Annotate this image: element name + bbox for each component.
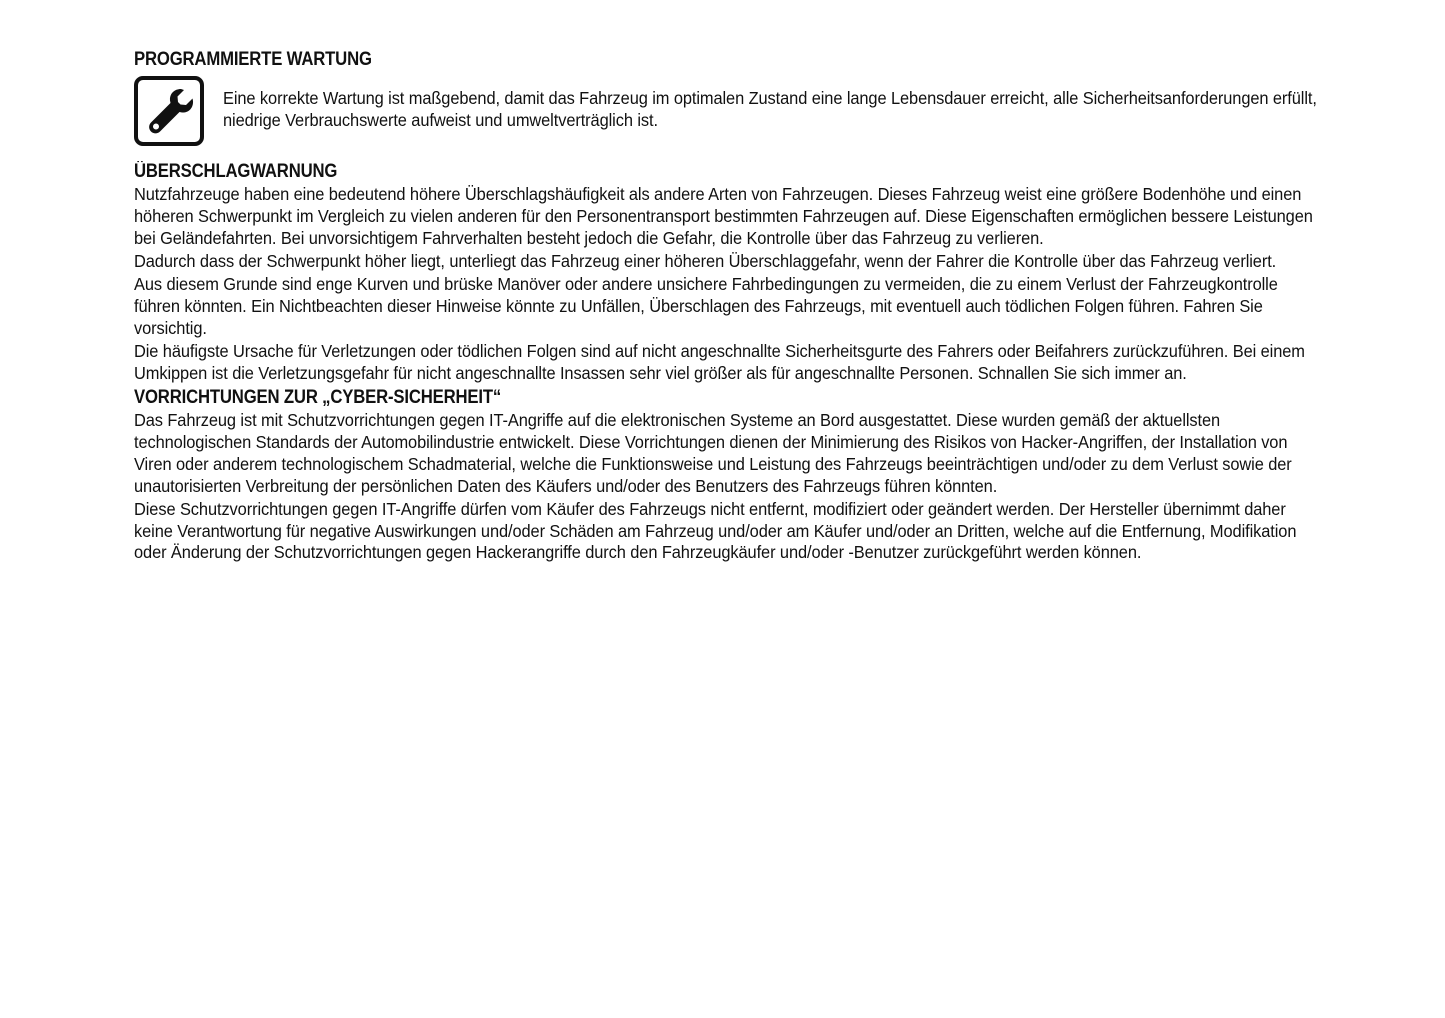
rollover-paragraph: Dadurch dass der Schwerpunkt höher liegt, unterliegt das Fahrzeug einer höheren Überschlaggefahr, wenn der Fahrer die Kontrolle über das Fahrzeug verliert. [134, 250, 1277, 271]
maintenance-block [134, 76, 1379, 146]
document-page [134, 48, 1379, 566]
rollover-heading: ÜBERSCHLAGWARNUNG [134, 161, 338, 182]
maintenance-text-block [223, 88, 1403, 133]
maintenance-text: Eine korrekte Wartung ist maßgebend, damit das Fahrzeug im optimalen Zustand eine lange Lebensdauer erreicht, alle Sicherheitsanforderungen erfüllt, niedrige Verbrauchswerte aufweist und umweltverträglich ist. [223, 88, 1317, 130]
cyber-heading: VORRICHTUNGEN ZUR „CYBER-SICHERHEIT“ [134, 387, 502, 409]
maintenance-heading: PROGRAMMIERTE WARTUNG [134, 49, 372, 70]
cyber-paragraph: Diese Schutzvorrichtungen gegen IT-Angriffe dürfen vom Käufer des Fahrzeugs nicht entfernt, modifiziert oder geändert werden. Der Hersteller übernimmt daher keine Verantwortung für negative Auswirkungen und/oder Schäden am Fahrzeug und/oder am Käufer und/oder an Dritten, welche auf die Entfernung, Modifikation oder Änderung der Schutzvorrichtungen gegen Hackerangriffe durch den Fahrzeugkäufer und/oder -Benutzer zurückgeführt werden können. [134, 498, 1297, 563]
rollover-paragraph: Nutzfahrzeuge haben eine bedeutend höhere Überschlagshäufigkeit als andere Arten von Fahrzeugen. Dieses Fahrzeug weist eine größere Bodenhöhe und einen höheren Schwerpunkt im Vergleich zu vielen anderen für den Personentransport bestimmten Fahrzeugen auf. Diese Eigenschaften ermöglichen bessere Leistungen bei Geländefahrten. Bei unvorsichtigem Fahrverhalten besteht jedoch die Gefahr, die Kontrolle über das Fahrzeug zu verlieren. [134, 184, 1313, 248]
rollover-paragraph: Die häufigste Ursache für Verletzungen oder tödlichen Folgen sind auf nicht angeschnallte Sicherheitsgurte des Fahrers oder Beifahrers zurückzuführen. Bei einem Umkippen ist die Verletzungsgefahr für nicht angeschnallte Insassen sehr viel größer als für angeschnallte Personen. Schnallen Sie sich immer an. [134, 341, 1305, 383]
wrench-icon [134, 76, 204, 146]
rollover-paragraph: Aus diesem Grunde sind enge Kurven und brüske Manöver oder andere unsichere Fahrbedingungen zu vermeiden, die zu einem Verlust der Fahrzeugkontrolle führen könnten. Ein Nichtbeachten dieser Hinweise könnte zu Unfällen, Überschlagen des Fahrzeugs, mit eventuell auch tödlichen Folgen führen. Fahren Sie vorsichtig. [134, 274, 1278, 338]
cyber-paragraph: Das Fahrzeug ist mit Schutzvorrichtungen gegen IT-Angriffe auf die elektronischen Systeme an Bord ausgestattet. Diese wurden gemäß der aktuellsten technologischen Standards der Automobilindustrie entwickelt. Diese Vorrichtungen dienen der Minimierung des Risikos von Hacker-Angriffen, der Installation von Viren oder anderem technologischem Schadmaterial, welche die Funktionsweise und Leistung des Fahrzeugs beeinträchtigen und/oder zu dem Verlust sowie der unautorisierten Verbreitung der persönlichen Daten des Käufers und/oder des Benutzers des Fahrzeugs führen könnten. [134, 410, 1292, 496]
